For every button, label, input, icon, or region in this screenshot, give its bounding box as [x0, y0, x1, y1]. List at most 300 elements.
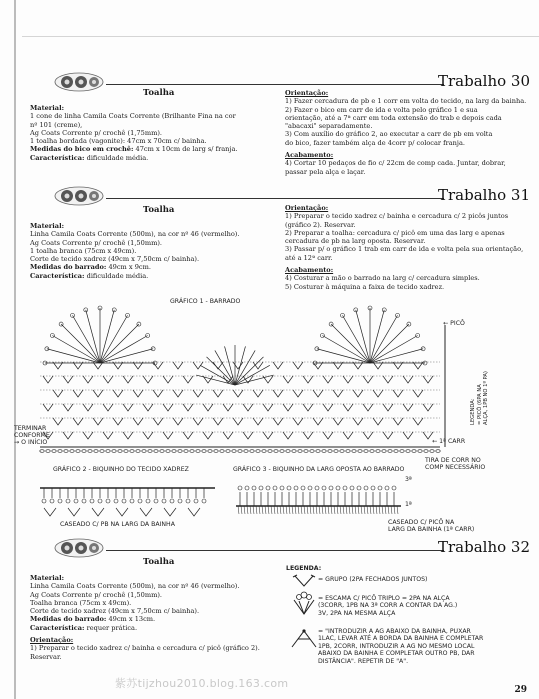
group-stitch [63, 432, 73, 439]
group-stitch [44, 508, 56, 516]
field-label: Característica: [30, 271, 85, 280]
group-stitch [253, 418, 263, 425]
chain-stitch [352, 450, 356, 453]
pico-stitch [90, 499, 94, 503]
group-stitch [43, 404, 53, 411]
group-stitch [63, 376, 73, 383]
field-value: dificuldade média. [84, 153, 149, 162]
caseado-stitch [307, 506, 308, 514]
chart-title-grafico-2: GRÁFICO 2 - BIQUINHO DO TECIDO XADREZ [53, 466, 189, 473]
caseado-stitch [328, 506, 329, 514]
chain-stitch [136, 450, 140, 453]
caseado-stitch [325, 506, 326, 514]
crochet-chart-biquinho-larg [236, 476, 406, 521]
group-stitch [233, 362, 243, 369]
group-stitch [83, 432, 93, 439]
pico-stitch [126, 313, 130, 317]
chain-stitch [214, 450, 218, 453]
group-stitch [123, 404, 133, 411]
field-value: 3) Com auxílio do gráfico 2, ao executar a carr de pb em volta [285, 130, 493, 139]
pico-stitch [245, 486, 249, 490]
group-stitch [323, 432, 333, 439]
group-stitch [233, 418, 243, 425]
group-stitch [173, 362, 183, 369]
caseado-stitch [391, 506, 392, 514]
group-stitch [373, 418, 383, 425]
caseado-stitch [241, 506, 242, 514]
text-line [30, 239, 275, 247]
caseado-stitch [370, 506, 371, 514]
chain-stitch [274, 450, 278, 453]
section-title: Trabalho 31 [437, 186, 530, 204]
chain-stitch [106, 450, 110, 453]
group-stitch [203, 432, 213, 439]
group-stitch [143, 376, 153, 383]
fan-stitch [370, 310, 384, 363]
group-stitch [93, 390, 103, 397]
text-line [30, 222, 275, 230]
group-stitch [413, 418, 423, 425]
header-rule [106, 198, 444, 199]
group-stitch [213, 418, 223, 425]
pico-stitch [194, 499, 198, 503]
caseado-pico-callout: CASEADO C/ PICÔ NA LARG DA BAINHA (1ª CARR) [388, 519, 475, 533]
group-stitch [183, 404, 193, 411]
group-stitch [193, 418, 203, 425]
field-value: "abacaxi" separadamente. [285, 122, 373, 131]
text-line [285, 229, 530, 237]
chain-stitch [382, 450, 386, 453]
text-line [30, 247, 275, 255]
group-stitch [163, 376, 173, 383]
caseado-stitch [346, 506, 347, 514]
group-stitch [123, 432, 133, 439]
chain-stitch [298, 450, 302, 453]
caseado-stitch [238, 506, 239, 514]
pico-stitch [259, 486, 263, 490]
section-title: Trabalho 30 [437, 72, 530, 90]
pico-stitch [162, 499, 166, 503]
watermark: 紫苏tijzhou2010.blog.163.com [115, 677, 289, 690]
caseado-stitch [247, 506, 248, 514]
chain-stitch [148, 450, 152, 453]
group-stitch [383, 404, 393, 411]
group-stitch [283, 376, 293, 383]
chain-stitch [190, 450, 194, 453]
chain-stitch [304, 450, 308, 453]
terminar-callout: TERMINAR CONFORME → O INÍCIO [14, 425, 50, 446]
group-stitch [273, 362, 283, 369]
pico-stitch [106, 499, 110, 503]
chain-stitch [184, 450, 188, 453]
chain-stitch [334, 450, 338, 453]
pico-stitch [273, 486, 277, 490]
caseado-stitch [352, 506, 353, 514]
pico-stitch [186, 499, 190, 503]
field-label: Medidas do barrado: [30, 263, 107, 272]
subheading: Orientação: [285, 89, 329, 97]
caseado-stitch [289, 506, 290, 514]
pico-stitch [364, 486, 368, 490]
group-stitch [273, 390, 283, 397]
caseado-stitch [283, 506, 284, 514]
crochet-chart-biquinho-xadrez [40, 478, 220, 523]
group-stitch [103, 432, 113, 439]
subheading: Orientação: [285, 204, 329, 212]
group-stitch [203, 404, 213, 411]
text-line [30, 582, 275, 590]
caseado-stitch [292, 506, 293, 514]
tira-callout: TIRA DE CORR NO COMP NECESSÁRIO [425, 457, 486, 471]
pico-stitch [343, 486, 347, 490]
section-header-32 [40, 538, 530, 560]
pico-stitch [294, 486, 298, 490]
text-line [285, 106, 530, 114]
chain-stitch [118, 450, 122, 453]
group-stitch [164, 508, 176, 516]
text-line [285, 237, 530, 245]
fan-stitch [86, 310, 100, 363]
pico-stitch [252, 486, 256, 490]
section-title: Trabalho 32 [437, 538, 530, 556]
fan-stitch [100, 349, 153, 363]
caseado-stitch [301, 506, 302, 514]
text-line [30, 574, 275, 582]
chain-stitch [400, 450, 404, 453]
field-value: 1 toalha branca (75cm x 49cm). [30, 246, 137, 255]
fan-stitch [196, 375, 235, 385]
pico-stitch [287, 486, 291, 490]
pico-stitch [322, 486, 326, 490]
caseado-stitch [253, 506, 254, 514]
pico-stitch [392, 486, 396, 490]
group-stitch [153, 418, 163, 425]
fan-stitch [100, 310, 114, 363]
caseado-stitch [286, 506, 287, 514]
subheading: Acabamento: [285, 266, 334, 275]
caseado-stitch [271, 506, 272, 514]
text-line [285, 221, 530, 229]
field-value: 3) Passar p/ o gráfico 1 trab em carr de ida e volta pela sua orientação, [285, 245, 524, 254]
group-stitch [68, 508, 80, 516]
chain-stitch [100, 450, 104, 453]
group-stitch [133, 390, 143, 397]
group-stitch [423, 404, 433, 411]
field-value: (gráfico 2). Reservar. [285, 220, 356, 229]
chain-stitch [316, 450, 320, 453]
group-stitch [303, 376, 313, 383]
caseado-stitch [256, 506, 257, 514]
pico-stitch [42, 499, 46, 503]
pico-stitch [266, 486, 270, 490]
chain-stitch [220, 450, 224, 453]
caseado-stitch [367, 506, 368, 514]
group-stitch [243, 432, 253, 439]
piece-title: Toalha [143, 557, 175, 567]
group-stitch [293, 390, 303, 397]
pico-stitch [98, 499, 102, 503]
group-stitch [283, 432, 293, 439]
pico-stitch [170, 499, 174, 503]
chart-title-grafico-3: GRÁFICO 3 - BIQUINHO DA LARG OPOSTA AO BARRADO [233, 466, 405, 473]
caseado-stitch [268, 506, 269, 514]
pico-stitch [146, 499, 150, 503]
chain-stitch [172, 450, 176, 453]
group-stitch [293, 362, 303, 369]
chain-stitch [388, 450, 392, 453]
fan-stitch [317, 349, 370, 363]
pico-callout: ← PICÔ [443, 320, 465, 327]
chain-stitch [376, 450, 380, 453]
caseado-stitch [274, 506, 275, 514]
chain-stitch [322, 450, 326, 453]
pico-stitch [122, 499, 126, 503]
group-stitch [213, 390, 223, 397]
chain-stitch [430, 450, 434, 453]
text-line [30, 129, 275, 137]
field-value: Toalha branca (75cm x 49cm). [30, 598, 132, 607]
chain-stitch [40, 450, 44, 453]
field-value: Corte de tecido xadrez (49cm x 7,50cm c/ bainha). [30, 607, 200, 616]
field-value: orientação, até a 7ª carr em toda extensão do trab e depois cada [285, 113, 502, 122]
chain-stitch [424, 450, 428, 453]
group-stitch [323, 376, 333, 383]
group-stitch [92, 508, 104, 516]
group-stitch [333, 390, 343, 397]
group-stitch [253, 390, 263, 397]
field-value: requer prática. [84, 623, 138, 632]
group-stitch [263, 432, 273, 439]
chain-stitch [196, 450, 200, 453]
caseado-stitch [295, 506, 296, 514]
group-stitch [403, 404, 413, 411]
fan-stitch [225, 346, 235, 385]
caseado-stitch [259, 506, 260, 514]
group-stitch [223, 404, 233, 411]
chain-stitch [238, 450, 242, 453]
group-stitch [343, 432, 353, 439]
caseado-stitch [331, 506, 332, 514]
pico-stitch [308, 486, 312, 490]
field-label: Característica: [30, 153, 85, 162]
chain-stitch [436, 450, 440, 453]
group-stitch [53, 418, 63, 425]
group-stitch [353, 418, 363, 425]
caseado-stitch [313, 506, 314, 514]
chain-stitch [46, 450, 50, 453]
caseado-stitch [358, 506, 359, 514]
fan-stitch [370, 349, 423, 363]
caseado-stitch [349, 506, 350, 514]
caseado-stitch [379, 506, 380, 514]
text-line [285, 168, 530, 176]
caseado-stitch [262, 506, 263, 514]
legend-item-escama: = ESCAMA C/ PICÔ TRIPLO = 2PA NA ALÇA (3CORR, 1PB NA 3ª CORR A CONTAR DA AG.) 3V, 2PA NA MESMA ALÇA [318, 595, 458, 617]
field-value: 49cm x 9cm. [106, 263, 151, 272]
field-value: Reservar. [30, 652, 62, 661]
pico-stitch [280, 486, 284, 490]
crochet-chart-barrado [40, 305, 460, 460]
group-stitch [303, 432, 313, 439]
pico-stitch [238, 486, 242, 490]
chain-stitch [76, 450, 80, 453]
group-stitch [423, 376, 433, 383]
text-line [285, 159, 530, 167]
field-value: Linha Camila Coats Corrente (500m), na cor nº 46 (vermelho). [30, 230, 240, 239]
field-value: Linha Camila Coats Corrente (500m), na cor nº 46 (vermelho). [30, 582, 240, 591]
text-line [30, 615, 275, 623]
group-stitch [293, 418, 303, 425]
group-stitch [143, 404, 153, 411]
text-line [30, 644, 275, 652]
pico-stitch [385, 486, 389, 490]
field-value: 4) Cortar 10 pedaços de fio c/ 22cm de comp cada. Juntar, dobrar, [285, 159, 506, 168]
chain-stitch [292, 450, 296, 453]
group-stitch [343, 404, 353, 411]
caseado-stitch [355, 506, 356, 514]
spool-icon [54, 72, 104, 92]
chain-stitch [370, 450, 374, 453]
chain-stitch [130, 450, 134, 453]
chain-stitch [82, 450, 86, 453]
caseado-stitch [337, 506, 338, 514]
group-stitch [403, 376, 413, 383]
group-stitch [133, 418, 143, 425]
field-value: cercadura de pb na larg oposta. Reservar. [285, 237, 426, 246]
group-stitch [143, 432, 153, 439]
field-value: Ag Coats Corrente p/ crochê (1,50mm). [30, 238, 162, 247]
caseado-stitch [244, 506, 245, 514]
caseado-stitch [373, 506, 374, 514]
text-line [285, 122, 530, 130]
chain-stitch [94, 450, 98, 453]
group-stitch [53, 390, 63, 397]
group-stitch [183, 376, 193, 383]
group-stitch [223, 432, 233, 439]
chain-stitch [226, 450, 230, 453]
pico-stitch [138, 499, 142, 503]
chain-stitch [280, 450, 284, 453]
field-value: 47cm x 10cm de larg s/ franja. [133, 145, 238, 154]
chain-stitch [244, 450, 248, 453]
group-stitch [263, 404, 273, 411]
group-stitch [163, 404, 173, 411]
group-stitch [173, 418, 183, 425]
group-stitch [243, 404, 253, 411]
pico-stitch [301, 486, 305, 490]
text-line [30, 263, 275, 271]
field-value: 49cm x 13cm. [106, 615, 156, 624]
caseado-stitch [310, 506, 311, 514]
pico-stitch [336, 486, 340, 490]
caseado-stitch [316, 506, 317, 514]
text-line [30, 607, 275, 615]
pico-stitch [202, 499, 206, 503]
group-stitch [373, 390, 383, 397]
chain-stitch [166, 450, 170, 453]
group-stitch [283, 404, 293, 411]
chain-stitch [346, 450, 350, 453]
group-stitch [63, 404, 73, 411]
chain-stitch [394, 450, 398, 453]
text-line [285, 245, 530, 253]
field-label: Material: [30, 104, 65, 112]
group-stitch [383, 432, 393, 439]
field-value: Ag Coats Corrente p/ crochê (1,75mm). [30, 128, 162, 137]
field-value: 5) Costurar à máquina a faixa de tecido xadrez. [285, 282, 445, 291]
group-stitch [193, 390, 203, 397]
field-value: 1) Preparar o tecido xadrez c/ bainha e cercadura c/ picô (gráfico 2). [30, 644, 260, 653]
group-stitch [73, 390, 83, 397]
fan-stitch [356, 310, 370, 363]
group-stitch [183, 432, 193, 439]
subheading: Orientação: [30, 636, 74, 645]
caseado-stitch [394, 506, 395, 514]
field-value: 1) Fazer cercadura de pb e 1 corr em volta do tecido, na larg da bainha. [285, 97, 527, 106]
chart-title-grafico-1: GRÁFICO 1 - BARRADO [170, 298, 241, 305]
group-stitch [233, 390, 243, 397]
text-line [285, 212, 530, 220]
group-stitch [83, 404, 93, 411]
chain-stitch [406, 450, 410, 453]
caseado-stitch [319, 506, 320, 514]
chain-stitch [154, 450, 158, 453]
chain-stitch [178, 450, 182, 453]
pico-stitch [350, 486, 354, 490]
group-stitch [353, 390, 363, 397]
field-label: Material: [30, 222, 65, 230]
field-value: até a 12ª carr. [285, 253, 333, 262]
text-line [30, 104, 275, 112]
header-rule [106, 84, 444, 85]
chain-stitch [250, 450, 254, 453]
group-stitch [323, 404, 333, 411]
chain-stitch [268, 450, 272, 453]
caseado-stitch [364, 506, 365, 514]
caseado-stitch [298, 506, 299, 514]
page-number: 29 [514, 685, 527, 695]
text-line [285, 114, 530, 122]
legend-side: LEGENDA: = PICÔ (6PA NA ALÇA, 1PB NO 1º PA) [470, 371, 489, 425]
field-label: Medidas do barrado: [30, 615, 107, 624]
fan-stitch [47, 349, 100, 363]
field-label: Medidas do bico em crochê: [30, 145, 134, 154]
group-stitch [393, 390, 403, 397]
group-stitch [263, 376, 273, 383]
pico-stitch [130, 499, 134, 503]
legend-item-grupo: = GRUPO (2PA FECHADOS JUNTOS) [318, 576, 428, 583]
subheading: Acabamento: [285, 151, 334, 160]
row-3-label: 3ª [405, 476, 412, 483]
chain-stitch [262, 450, 266, 453]
field-value: dificuldade média. [84, 271, 149, 280]
chain-stitch [70, 450, 74, 453]
chain-stitch [286, 450, 290, 453]
field-value: Ag Coats Corrente p/ crochê (1,50mm). [30, 590, 162, 599]
group-stitch [193, 362, 203, 369]
caseado-stitch [382, 506, 383, 514]
caseado-pb-callout: CASEADO C/ PB NA LARG DA BAINHA [60, 521, 175, 528]
chain-stitch [64, 450, 68, 453]
group-stitch [383, 376, 393, 383]
group-stitch [343, 376, 353, 383]
material-block-30 [30, 104, 275, 162]
field-value: 1 toalha bordada (vagonite): 47cm x 70cm c/ bainha. [30, 137, 207, 146]
field-value: Corte de tecido xadrez (49cm x 7,50cm c/ bainha). [30, 255, 200, 264]
text-line [285, 254, 530, 262]
caseado-stitch [265, 506, 266, 514]
group-stitch [313, 418, 323, 425]
